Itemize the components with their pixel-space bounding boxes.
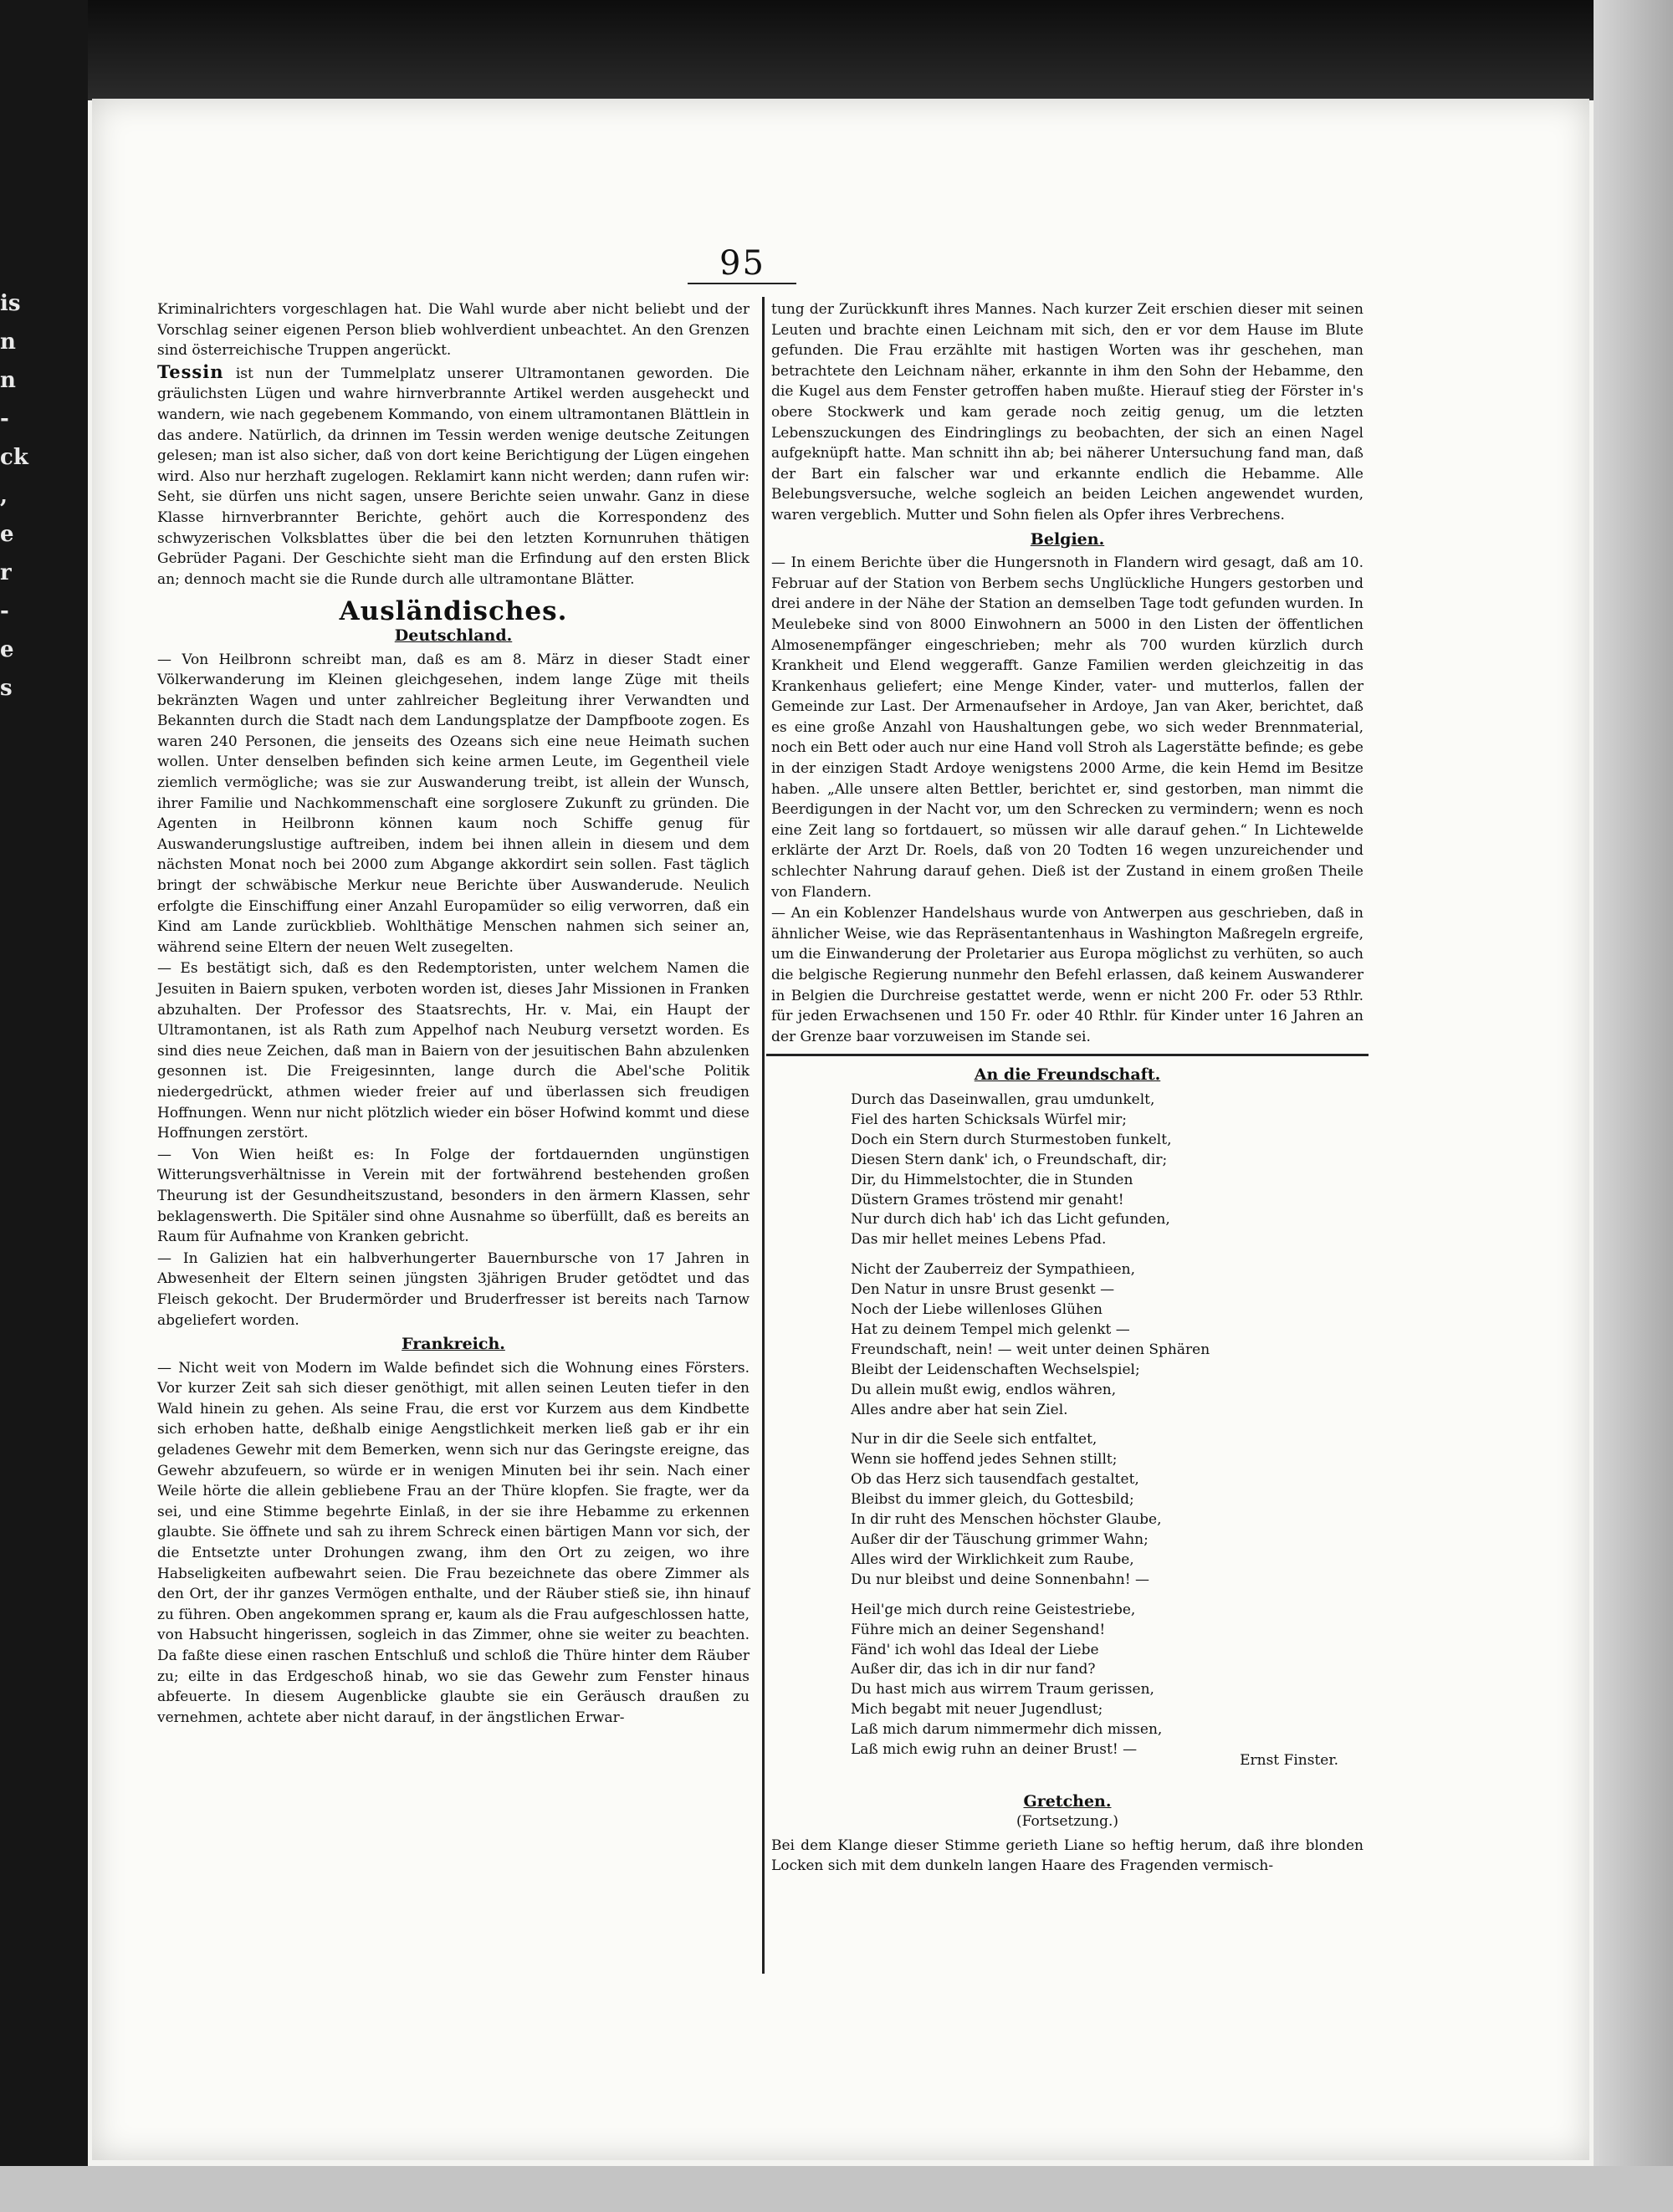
poem	[771, 1091, 1363, 1760]
poem-line: Laß mich ewig ruhn an deiner Brust! —	[851, 1741, 1138, 1759]
poem-line: Diesen Stern dank' ich, o Freundschaft, dir;	[851, 1151, 1168, 1168]
page-number-rule	[688, 283, 796, 284]
section-title: Ausländisches.	[339, 596, 568, 627]
poem-line: Nur in dir die Seele sich entfaltet,	[851, 1431, 1097, 1448]
poem-stanza	[851, 1430, 1363, 1590]
page-number: 95	[719, 244, 765, 283]
poem-line: Bleibt der Leidenschaften Wechselspiel;	[851, 1361, 1140, 1378]
poem-line: Durch das Daseinwallen, grau umdunkelt,	[851, 1091, 1155, 1108]
poem-line: Das mir hellet meines Lebens Pfad.	[851, 1231, 1107, 1249]
tessin-lead: Tessin	[157, 360, 224, 382]
right-column	[771, 299, 1363, 1877]
poem-line: Bleibst du immer gleich, du Gottesbild;	[851, 1491, 1134, 1509]
news-item: — Von Heilbronn schreibt man, daß es am 8. März in dieser Stadt einer Völkerwanderung im Kleinen gleichgesehen, indem lange Züge mit theils bekränzten Wagen und unter zahlreicher Begleitung ihrer Verwandten und Bekannten durch die Stadt nach dem Landungsplatze der Dampfboote zogen. Es waren 240 Personen, die jenseits des Ozeans sich eine neue Heimath suchen wollen. Unter denselben befinden sich keine armen Leute, im Gegentheil viele ziemlich vermögliche; was sie zur Auswanderung treibt, ist allein der Wunsch, ihrer Familie und Nachkommenschaft eine sorglosere Zukunft zu gründen. Die Agenten in Heilbronn können kaum noch Schiffe genug für Auswanderungslustige auftreiben, indem bei ihnen allein in diesem und dem nächsten Monat noch bei 2000 zum Abgange akkordirt sein sollen. Fast täglich bringt der schwäbische Merkur neue Berichte über Auswanderude. Neulich erfolgte die Einschiffung einer Anzahl Europamüder so eilig verworren, daß ein Kind am Lande zurückblieb. Wohlthätige Menschen nahmen sich seiner an, während seine Eltern der neuen Welt zusegelten.	[157, 651, 750, 956]
fragment: r	[0, 560, 12, 585]
poem-line: Doch ein Stern durch Sturmestoben funkelt,	[851, 1131, 1172, 1148]
poem-line: Du nur bleibst und deine Sonnenbahn! —	[851, 1571, 1149, 1588]
column-divider	[762, 297, 765, 1974]
tessin-paragraph	[157, 362, 750, 590]
poem-line: Wenn sie hoffend jedes Sehnen stillt;	[851, 1451, 1118, 1469]
poem-line: Den Natur in unsre Brust gesenkt —	[851, 1281, 1115, 1299]
poem-line: Mich begabt mit neuer Jugendlust;	[851, 1701, 1103, 1719]
fragment: ck	[0, 445, 28, 470]
continuation-paragraph: tung der Zurückkunft ihres Mannes. Nach kurzer Zeit erschien dieser mit seinen Leuten und brachte einen Leichnam mit sich, den er vor dem Hause im Blute gefunden. Die Frau erzählte mit hastigen Worten was ihr geschehen, man betrachtete den Leichnam näher, erkannte in ihm den Sohn der Hebamme, den die Kugel aus dem Fenster getroffen haben mußte. Hierauf stieg der Förster in's obere Stockwerk und kam gerade noch zeitig genug, um die letzten Lebenszuckungen des Eindringlings zu beobachten, der sich an einen Nagel aufgeknüpft hatte. Man schnitt ihn ab; bei näherer Untersuchung fand man, daß der Bart ein falscher war und erkannte endlich die Hebamme. Alle Belebungsversuche, welche sogleich an beiden Leichen angewendet wurden, waren vergeblich. Mutter und Sohn fielen als Opfer ihres Verbrechens.	[771, 301, 1363, 524]
poem-line: Dir, du Himmelstochter, die in Stunden	[851, 1171, 1133, 1188]
poem-line: Hat zu deinem Tempel mich gelenkt —	[851, 1321, 1130, 1338]
poem-line: Du hast mich aus wirrem Traum gerissen,	[851, 1681, 1154, 1699]
poem-line: Alles andre aber hat sein Ziel.	[851, 1401, 1068, 1418]
poem-line: Freundschaft, nein! — weit unter deinen Sphären	[851, 1341, 1210, 1358]
fragment: -	[0, 406, 9, 432]
news-item: — In einem Berichte über die Hungersnoth in Flandern wird gesagt, daß am 10. Februar auf der Station von Berbem sechs Unglückliche Hungers gestorben und drei andere in der Nähe der Station an demselben Tage todt gefunden wurden. In Meulebeke sind von 8000 Einwohnern an 5000 in den Listen der öffentlichen Almosenempfänger eingeschrieben; mehr als 700 wurden kürzlich durch Krankheit und Elend weggerafft. Ganze Familien werden gleichzeitig in das Krankenhaus geliefert; eine Menge Kinder, vater- und mutterlos, fallen der Gemeinde zur Last. Der Armenaufseher in Ardoye, Jan van Aker, berichtet, daß es eine große Anzahl von Haushaltungen gebe, wo sich weder Brennmaterial, noch ein Bett oder auch nur eine Hand voll Stroh als Lagerstätte befinde; es gebe in der einzigen Stadt Ardoye wenigstens 2000 Arme, die kein Hemd im Besitze haben. „Alle unsere alten Bettler, berichtet er, sind gestorben, man nimmt die Beerdigungen in der Nacht vor, um den Schrecken zu vermindern; wenn es noch eine Zeit lang so fortdauert, so müssen wir alle darauf gehen.“ In Lichtewelde erklärte der Arzt Dr. Roels, daß von 20 Todten 16 wegen unzureichender und schlechter Nahrung darauf gehen. Dieß ist der Zustand in einem großen Theile von Flandern.	[771, 554, 1363, 901]
left-column	[157, 299, 750, 1729]
scan-border-bottom	[0, 2166, 1673, 2212]
fragment: -	[0, 599, 9, 624]
poem-line: Heil'ge mich durch reine Geistestriebe,	[851, 1601, 1136, 1618]
poem-line: Nicht der Zauberreiz der Sympathieen,	[851, 1261, 1135, 1279]
scan-border-top	[0, 0, 1673, 100]
fragment: e	[0, 522, 14, 547]
story-text: Bei dem Klange dieser Stimme gerieth Liane so heftig herum, daß ihre blonden Locken sich mit dem dunkeln langen Haare des Fragenden vermisch-	[771, 1837, 1363, 1875]
previous-page-fragments	[0, 284, 28, 708]
poem-line: Nur durch dich hab' ich das Licht gefunden,	[851, 1211, 1170, 1229]
fragment: is	[0, 291, 21, 316]
news-item: — Nicht weit von Modern im Walde befindet sich die Wohnung eines Försters. Vor kurzer Zeit sah sich dieser genöthigt, mit allen seinen Leuten tiefer in den Wald hinein zu gehen. Als seine Frau, die erst vor Kurzem aus dem Kindbette sich erhoben hatte, deßhalb einige Aengstlichkeit merken ließ gab er ihr ein geladenes Gewehr mit dem Bemerken, wenn sich nur das Geringste ereigne, das Gewehr abzufeuern, so würde er in wenigen Minuten bei ihr sein. Nach einer Weile hörte die allein gebliebene Frau an der Thüre klopfen. Sie fragte, wer da sei, und eine Stimme begehrte Einlaß, in der sie ihre Hebamme zu erkennen glaubte. Sie öffnete und sah zu ihrem Schreck einen bärtigen Mann vor sich, der die Entsetzte unter Drohungen zwang, ihm den Ort zu zeigen, wo ihre Habseligkeiten aufbewahrt seien. Die Frau bezeichnete das obere Zimmer als den Ort, der ihr ganzes Vermögen enthalte, und der Räuber stieß sie, ihn hinauf zu führen. Oben angekommen sprang er, kaum als die Frau aufgeschlossen hatte, von Habsucht hingerissen, sogleich in das Zimmer, ohne sie weiter zu beachten. Da faßte diese einen raschen Entschluß und schloß die Thüre hinter dem Räuber zu; eilte in das Erdgeschoß hinab, wo sie das Gewehr zum Fenster hinaus abfeuerte. In diesem Augenblicke glaubte sie ein Geräusch draußen zu vernehmen, achtete aber nicht darauf, in der ängstlichen Erwar-	[157, 1359, 750, 1726]
poem-line: In dir ruht des Menschen höchster Glaube,	[851, 1511, 1162, 1529]
poem-line: Führe mich an deiner Segenshand!	[851, 1621, 1106, 1638]
poem-title: An die Freundschaft.	[974, 1065, 1161, 1085]
fragment: n	[0, 330, 16, 355]
poem-separator-rule	[766, 1054, 1369, 1056]
poem-line: Fänd' ich wohl das Ideal der Liebe	[851, 1641, 1099, 1658]
news-item: — Von Wien heißt es: In Folge der fortdauernden ungünstigen Witterungsverhältnisse in Verein mit der fortwährend bestehenden großen Theurung ist der Gesundheitszustand, besonders in den ärmern Klassen, sehr beklagenswerth. Die Spitäler sind ohne Ausnahme so überfüllt, daß es bereits an Raum für Aufnahme von Kranken gebricht.	[157, 1146, 750, 1246]
poem-line: Du allein mußt ewig, endlos währen,	[851, 1381, 1117, 1398]
poem-line: Fiel des harten Schicksals Würfel mir;	[851, 1111, 1127, 1128]
poem-line: Laß mich darum nimmermehr dich missen,	[851, 1721, 1163, 1739]
fragment: n	[0, 368, 16, 393]
country-heading-france: Frankreich.	[402, 1335, 505, 1354]
poem-line: Alles wird der Wirklichkeit zum Raube,	[851, 1550, 1134, 1568]
poem-line: Düstern Grames tröstend mir genaht!	[851, 1191, 1124, 1208]
story-subtitle: (Fortsetzung.)	[1016, 1813, 1119, 1831]
country-heading-belgium: Belgien.	[1030, 529, 1105, 549]
news-item: — In Galizien hat ein halbverhungerter Bauernbursche von 17 Jahren in Abwesenheit der Eltern seinen jüngsten 3jährigen Bruder getödtet und das Fleisch gekocht. Der Brudermörder und Bruderfresser ist bereits nach Tarnow abgeliefert worden.	[157, 1249, 750, 1329]
fragment: e	[0, 637, 14, 662]
poem-stanza	[851, 1260, 1363, 1420]
news-item: — Es bestätigt sich, daß es den Redemptoristen, unter welchem Namen die Jesuiten in Baiern spuken, verboten worden ist, dieses Jahr Missionen in Franken abzuhalten. Der Professor des Staatsrechts, Hr. v. Mai, ein Haupt der Ultramontanen, ist als Rath zum Appelhof nach Neuburg versetzt worden. Es sind dies neue Zeichen, daß man in Baiern von der jesuitischen Bahn abzulenken gesonnen ist. Die Freigesinnten, lange durch die Abel'sche Politik niedergedrückt, athmen wieder freier auf und überlassen sich freudigen Hoffnungen. Wenn nur nicht plötzlich wieder ein böser Hofwind kommt und diese Hoffnungen zerstört.	[157, 960, 750, 1142]
poem-line: Außer dir, das ich in dir nur fand?	[851, 1661, 1096, 1678]
fragment: s	[0, 676, 13, 701]
poem-stanza	[851, 1091, 1363, 1250]
poem-line: Noch der Liebe willenloses Glühen	[851, 1301, 1103, 1319]
country-heading-germany: Deutschland.	[394, 626, 513, 645]
story-title: Gretchen.	[1023, 1791, 1112, 1811]
tessin-text: ist nun der Tummelplatz unserer Ultramontanen geworden. Die gräulichsten Lügen und wahre hirnverbrannte Artikel werden ausgeheckt und wandern, wie nach gegebenem Kommando, von einem ultramontanen Blättlein in das andere. Natürlich, da drinnen im Tessin werden wenige deutsche Zeitungen gelesen; man ist also sicher, daß von dort keine Berichtigung der Lügen eingehen wird. Also nur herzhaft zugelogen. Reklamirt kann nicht werden; dann rufen wir: Seht, sie dürfen uns nicht sagen, unsere Berichte seien unwahr. Ganz in diese Klasse hirnverbrannter Berichte, gehört auch die Korrespondenz des schwyzerischen Volksblattes über die bei den letzten Kornunruhen thätigen Gebrüder Pagani. Der Geschichte sieht man die Erfindung auf den ersten Blick an; dennoch macht sie die Runde durch alle ultramontane Blätter.	[157, 365, 750, 588]
poem-line: Außer dir der Täuschung grimmer Wahn;	[851, 1531, 1149, 1548]
fragment: ,	[0, 483, 8, 508]
poem-author: Ernst Finster.	[1240, 1751, 1338, 1769]
poem-stanza	[851, 1601, 1363, 1760]
news-item: — An ein Koblenzer Handelshaus wurde von Antwerpen aus geschrieben, daß in ähnlicher Weise, wie das Repräsentantenhaus in Washington Maßregeln ergreife, um die Einwanderung der Proletarier aus Europa möglichst zu verhüten, so auch die belgische Regierung nunmehr den Befehl erlassen, daß keinem Auswanderer in Belgien die Durchreise gestattet werde, wenn er nicht 200 Fr. oder 53 Rthlr. für jeden Erwachsenen und 150 Fr. oder 40 Rthlr. für Kinder unter 16 Jahren an der Grenze baar vorzuweisen im Stande sei.	[771, 905, 1363, 1045]
intro-paragraph: Kriminalrichters vorgeschlagen hat. Die Wahl wurde aber nicht beliebt und der Vorschlag seiner eigenen Person blieb wohlverdient unbeachtet. An den Grenzen sind österreichische Truppen angerückt.	[157, 301, 750, 360]
scan-border-right	[1594, 0, 1673, 2212]
poem-line: Ob das Herz sich tausendfach gestaltet,	[851, 1471, 1139, 1489]
